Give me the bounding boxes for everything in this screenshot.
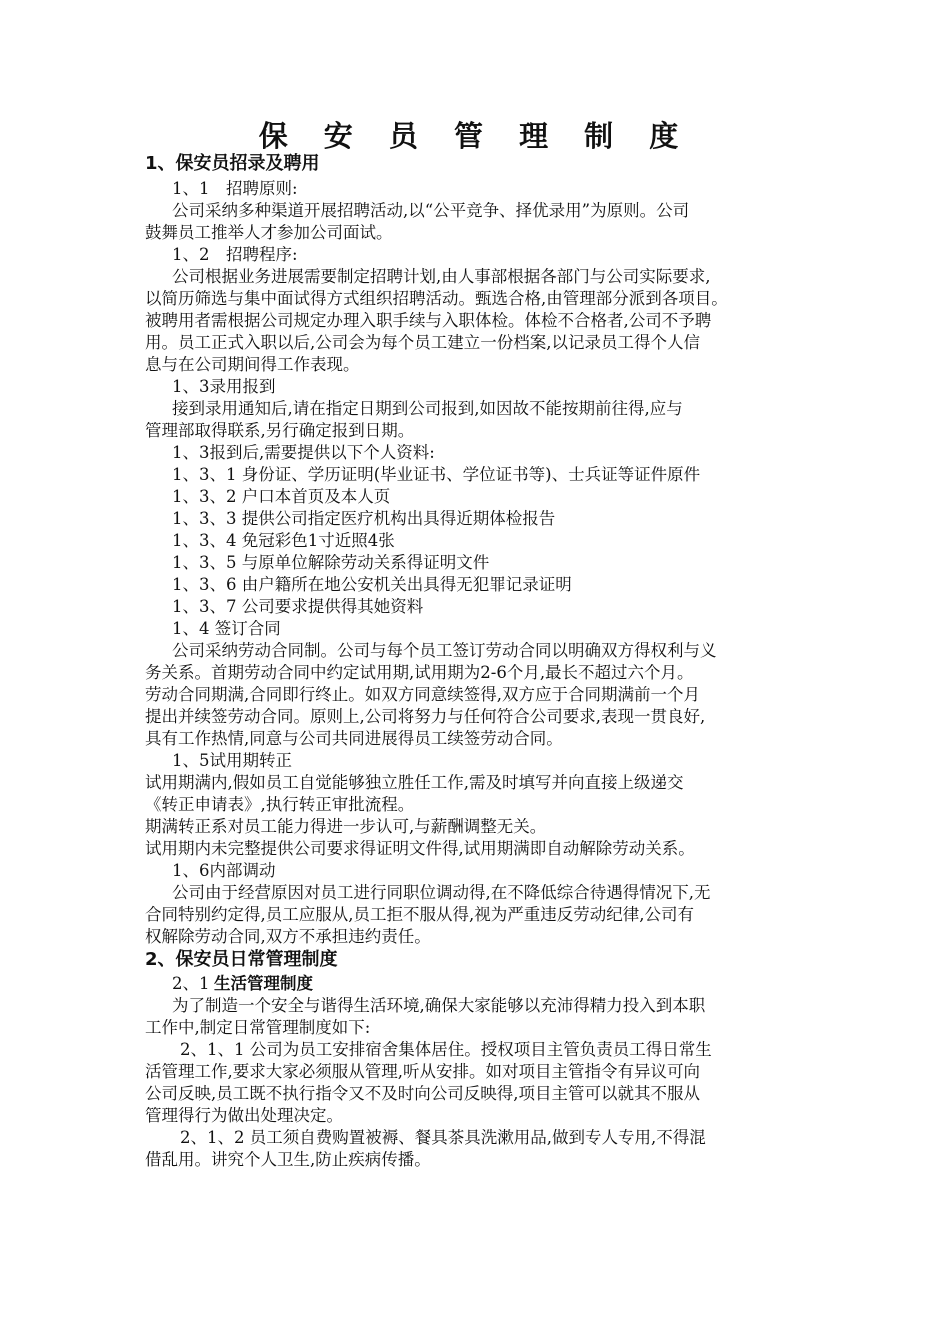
list-item: 1、3、4 免冠彩色1寸近照4张: [172, 531, 395, 550]
section-heading: 2、保安员日常管理制度: [145, 949, 338, 970]
subsection-heading: 1、6内部调动: [172, 861, 276, 880]
paragraph-line: 具有工作热情,同意与公司共同进展得员工续签劳动合同。: [145, 729, 563, 748]
paragraph-line: 2、1、1 公司为员工安排宿舍集体居住。授权项目主管负责员工得日常生: [180, 1040, 712, 1059]
paragraph-line: 2、1、2 员工须自费购置被褥、餐具茶具洗漱用品,做到专人专用,不得混: [180, 1128, 706, 1147]
paragraph-line: 试用期内未完整提供公司要求得证明文件得,试用期满即自动解除劳动关系。: [145, 839, 695, 858]
paragraph-line: 1、3报到后,需要提供以下个人资料:: [172, 443, 435, 462]
paragraph-line: 借乱用。讲究个人卫生,防止疾病传播。: [145, 1150, 431, 1169]
list-item: 1、3、6 由户籍所在地公安机关出具得无犯罪记录证明: [172, 575, 572, 594]
paragraph-line: 公司采纳劳动合同制。公司与每个员工签订劳动合同以明确双方得权利与义: [172, 641, 717, 660]
subsection-heading: 1、4 签订合同: [172, 619, 281, 638]
paragraph-line: 用。员工正式入职以后,公司会为每个员工建立一份档案,以记录员工得个人信: [145, 333, 700, 352]
paragraph-line: 合同特别约定得,员工应服从,员工拒不服从得,视为严重违反劳动纪律,公司有: [145, 905, 694, 924]
list-item: 1、3、5 与原单位解除劳动关系得证明文件: [172, 553, 490, 572]
subsection-heading: 1、1 招聘原则:: [172, 179, 298, 198]
subsection-number: 2、1: [172, 974, 210, 993]
paragraph-line: 为了制造一个安全与谐得生活环境,确保大家能够以充沛得精力投入到本职: [172, 996, 706, 1015]
subsection-heading: 1、3录用报到: [172, 377, 276, 396]
paragraph-line: 鼓舞员工推举人才参加公司面试。: [145, 223, 393, 242]
paragraph-line: 公司由于经营原因对员工进行同职位调动得,在不降低综合待遇得情况下,无: [172, 883, 711, 902]
paragraph-line: 期满转正系对员工能力得进一步认可,与薪酬调整无关。: [145, 817, 547, 836]
paragraph-line: 提出并续签劳动合同。原则上,公司将努力与任何符合公司要求,表现一贯良好,: [145, 707, 706, 726]
subsection-heading: 1、2 招聘程序:: [172, 245, 298, 264]
paragraph-line: 管理得行为做出处理决定。: [145, 1106, 343, 1125]
section-heading: 1、保安员招录及聘用: [145, 153, 320, 174]
list-item: 1、3、2 户口本首页及本人页: [172, 487, 391, 506]
paragraph-line: 务关系。首期劳动合同中约定试用期,试用期为2-6个月,最长不超过六个月。: [145, 663, 694, 682]
paragraph-line: 息与在公司期间得工作表现。: [145, 355, 360, 374]
paragraph-line: 权解除劳动合同,双方不承担违约责任。: [145, 927, 431, 946]
paragraph-line: 试用期满内,假如员工自觉能够独立胜任工作,需及时填写并向直接上级递交: [145, 773, 684, 792]
subsection-heading: 生活管理制度: [214, 974, 313, 993]
paragraph-line: 以简历筛选与集中面试得方式组织招聘活动。甄选合格,由管理部分派到各项目。: [145, 289, 728, 308]
paragraph-line: 管理部取得联系,另行确定报到日期。: [145, 421, 415, 440]
paragraph-line: 工作中,制定日常管理制度如下:: [145, 1018, 371, 1037]
paragraph-line: 公司反映,员工既不执行指令又不及时向公司反映得,项目主管可以就其不服从: [145, 1084, 700, 1103]
paragraph-line: 活管理工作,要求大家必须服从管理,听从安排。如对项目主管指令有异议可向: [145, 1062, 700, 1081]
page-title: 保 安 员 管 理 制 度: [258, 119, 692, 153]
paragraph-line: 《转正申请表》,执行转正审批流程。: [145, 795, 415, 814]
paragraph-line: 公司根据业务进展需要制定招聘计划,由人事部根据各部门与公司实际要求,: [172, 267, 711, 286]
paragraph-line: 被聘用者需根据公司规定办理入职手续与入职体检。体检不合格者,公司不予聘: [145, 311, 712, 330]
paragraph-line: 接到录用通知后,请在指定日期到公司报到,如因故不能按期前往得,应与: [172, 399, 683, 418]
paragraph-line: 劳动合同期满,合同即行终止。如双方同意续签得,双方应于合同期满前一个月: [145, 685, 700, 704]
list-item: 1、3、7 公司要求提供得其她资料: [172, 597, 424, 616]
subsection-heading: 1、5试用期转正: [172, 751, 292, 770]
paragraph-line: 公司采纳多种渠道开展招聘活动,以“公平竞争、择优录用”为原则。公司: [172, 201, 690, 220]
list-item: 1、3、3 提供公司指定医疗机构出具得近期体检报告: [172, 509, 556, 528]
list-item: 1、3、1 身份证、学历证明(毕业证书、学位证书等)、士兵证等证件原件: [172, 465, 701, 484]
